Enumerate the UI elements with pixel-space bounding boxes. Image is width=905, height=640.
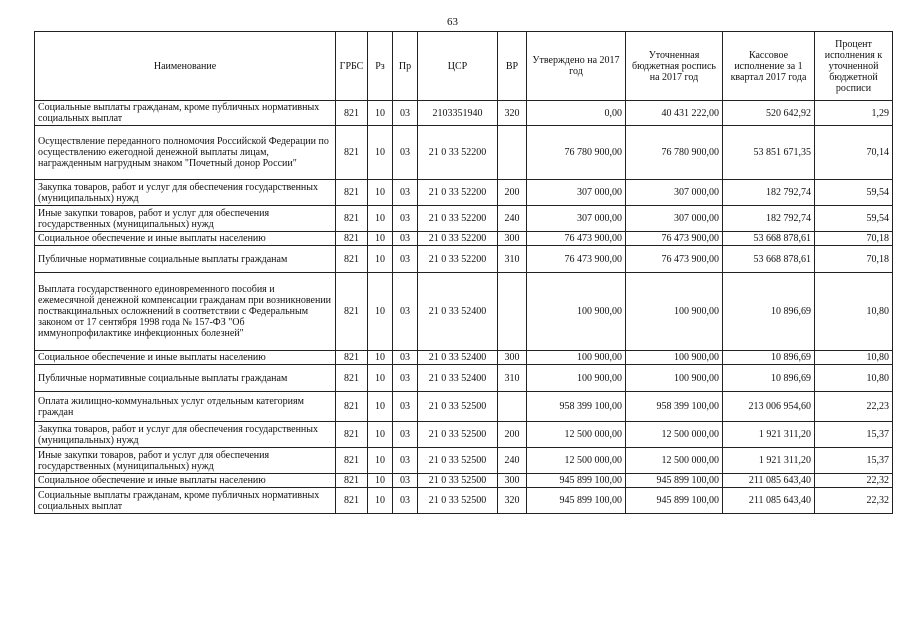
table-row (35, 246, 893, 273)
cell-vr: 300 (498, 351, 527, 365)
cell-csr: 21 0 33 52200 (418, 126, 498, 180)
cell-vr: 320 (498, 101, 527, 126)
cell-grbs: 821 (336, 206, 368, 232)
cell-name: Закупка товаров, работ и услуг для обеспечения государственных (муниципальных) нужд (35, 180, 336, 206)
cell-specified: 76 473 900,00 (626, 232, 723, 246)
cell-cash-execution: 520 642,92 (723, 101, 815, 126)
table-row (35, 448, 893, 474)
cell-name: Осуществление переданного полномочия Российской Федерации по осуществлению ежегодной денежной выплаты лицам, награжденным нагрудным знаком "Почетный донор России" (35, 126, 336, 180)
table-row (35, 365, 893, 392)
cell-pr: 03 (393, 488, 418, 514)
cell-cash-execution: 182 792,74 (723, 180, 815, 206)
cell-specified: 76 780 900,00 (626, 126, 723, 180)
cell-pr: 03 (393, 246, 418, 273)
cell-grbs: 821 (336, 448, 368, 474)
cell-cash-execution: 53 668 878,61 (723, 246, 815, 273)
cell-grbs: 821 (336, 126, 368, 180)
cell-vr: 300 (498, 232, 527, 246)
cell-approved: 307 000,00 (527, 180, 626, 206)
cell-percent: 22,32 (815, 474, 893, 488)
cell-grbs: 821 (336, 246, 368, 273)
cell-specified: 307 000,00 (626, 206, 723, 232)
cell-specified: 100 900,00 (626, 365, 723, 392)
cell-percent: 22,23 (815, 392, 893, 422)
cell-cash-execution: 211 085 643,40 (723, 488, 815, 514)
cell-csr: 21 0 33 52400 (418, 273, 498, 351)
cell-grbs: 821 (336, 180, 368, 206)
cell-specified: 12 500 000,00 (626, 448, 723, 474)
cell-percent: 70,18 (815, 232, 893, 246)
cell-cash-execution: 211 085 643,40 (723, 474, 815, 488)
table-row (35, 392, 893, 422)
cell-percent: 59,54 (815, 206, 893, 232)
cell-pr: 03 (393, 101, 418, 126)
cell-csr: 21 0 33 52400 (418, 351, 498, 365)
cell-rz: 10 (368, 273, 393, 351)
budget-execution-table (34, 31, 893, 514)
cell-percent: 70,14 (815, 126, 893, 180)
table-row (35, 180, 893, 206)
cell-vr: 200 (498, 422, 527, 448)
table-row (35, 422, 893, 448)
cell-name: Выплата государственного единовременного пособия и ежемесячной денежной компенсации гражданам при возникновении поствакцинальных осложнений в соответствии с Федеральным законом от 17 сентября 1998 года № 157-ФЗ "Об иммунопрофилактике инфекционных болезней" (35, 273, 336, 351)
cell-pr: 03 (393, 351, 418, 365)
cell-rz: 10 (368, 474, 393, 488)
cell-name: Публичные нормативные социальные выплаты гражданам (35, 246, 336, 273)
cell-vr: 300 (498, 474, 527, 488)
cell-rz: 10 (368, 101, 393, 126)
cell-pr: 03 (393, 422, 418, 448)
cell-grbs: 821 (336, 351, 368, 365)
table-row (35, 126, 893, 180)
cell-specified: 100 900,00 (626, 351, 723, 365)
header-pr: Пр (393, 32, 418, 101)
cell-percent: 15,37 (815, 448, 893, 474)
cell-grbs: 821 (336, 474, 368, 488)
cell-csr: 21 0 33 52500 (418, 474, 498, 488)
cell-csr: 21 0 33 52200 (418, 246, 498, 273)
cell-vr: 240 (498, 448, 527, 474)
cell-grbs: 821 (336, 488, 368, 514)
cell-percent: 1,29 (815, 101, 893, 126)
cell-csr: 21 0 33 52500 (418, 422, 498, 448)
cell-specified: 945 899 100,00 (626, 488, 723, 514)
cell-vr (498, 392, 527, 422)
header-rz: Рз (368, 32, 393, 101)
cell-grbs: 821 (336, 365, 368, 392)
cell-cash-execution: 10 896,69 (723, 365, 815, 392)
cell-percent: 10,80 (815, 351, 893, 365)
cell-rz: 10 (368, 351, 393, 365)
cell-rz: 10 (368, 422, 393, 448)
cell-rz: 10 (368, 180, 393, 206)
table-header-row (35, 32, 893, 101)
cell-vr: 240 (498, 206, 527, 232)
cell-approved: 76 780 900,00 (527, 126, 626, 180)
cell-approved: 958 399 100,00 (527, 392, 626, 422)
cell-rz: 10 (368, 488, 393, 514)
header-percent: Процент исполнения к уточненной бюджетной росписи (815, 32, 893, 101)
cell-csr: 21 0 33 52200 (418, 206, 498, 232)
cell-cash-execution: 10 896,69 (723, 351, 815, 365)
cell-percent: 70,18 (815, 246, 893, 273)
cell-name: Социальное обеспечение и иные выплаты населению (35, 474, 336, 488)
cell-name: Оплата жилищно-коммунальных услуг отдельным категориям граждан (35, 392, 336, 422)
cell-percent: 10,80 (815, 365, 893, 392)
cell-vr: 200 (498, 180, 527, 206)
cell-csr: 21 0 33 52200 (418, 180, 498, 206)
cell-cash-execution: 1 921 311,20 (723, 422, 815, 448)
cell-grbs: 821 (336, 101, 368, 126)
table-row (35, 273, 893, 351)
cell-pr: 03 (393, 206, 418, 232)
cell-specified: 40 431 222,00 (626, 101, 723, 126)
cell-rz: 10 (368, 126, 393, 180)
cell-specified: 12 500 000,00 (626, 422, 723, 448)
cell-grbs: 821 (336, 392, 368, 422)
cell-vr (498, 273, 527, 351)
cell-approved: 76 473 900,00 (527, 246, 626, 273)
cell-pr: 03 (393, 126, 418, 180)
cell-csr: 2103351940 (418, 101, 498, 126)
header-approved: Утверждено на 2017 год (527, 32, 626, 101)
cell-specified: 945 899 100,00 (626, 474, 723, 488)
cell-csr: 21 0 33 52400 (418, 365, 498, 392)
cell-approved: 76 473 900,00 (527, 232, 626, 246)
cell-cash-execution: 53 851 671,35 (723, 126, 815, 180)
cell-name: Социальные выплаты гражданам, кроме публичных нормативных социальных выплат (35, 488, 336, 514)
cell-approved: 12 500 000,00 (527, 448, 626, 474)
table-row (35, 232, 893, 246)
table-row (35, 206, 893, 232)
cell-cash-execution: 53 668 878,61 (723, 232, 815, 246)
cell-name: Иные закупки товаров, работ и услуг для обеспечения государственных (муниципальных) нужд (35, 448, 336, 474)
cell-rz: 10 (368, 392, 393, 422)
header-csr: ЦСР (418, 32, 498, 101)
cell-cash-execution: 1 921 311,20 (723, 448, 815, 474)
cell-approved: 945 899 100,00 (527, 474, 626, 488)
cell-approved: 100 900,00 (527, 273, 626, 351)
cell-vr (498, 126, 527, 180)
cell-approved: 100 900,00 (527, 365, 626, 392)
header-vr: ВР (498, 32, 527, 101)
cell-specified: 100 900,00 (626, 273, 723, 351)
cell-pr: 03 (393, 392, 418, 422)
cell-approved: 12 500 000,00 (527, 422, 626, 448)
cell-vr: 320 (498, 488, 527, 514)
cell-pr: 03 (393, 232, 418, 246)
page-number: 63 (447, 16, 458, 28)
table-row (35, 488, 893, 514)
cell-specified: 76 473 900,00 (626, 246, 723, 273)
cell-percent: 59,54 (815, 180, 893, 206)
cell-rz: 10 (368, 206, 393, 232)
cell-approved: 945 899 100,00 (527, 488, 626, 514)
header-specified: Уточненная бюджетная роспись на 2017 год (626, 32, 723, 101)
cell-grbs: 821 (336, 422, 368, 448)
cell-vr: 310 (498, 365, 527, 392)
cell-rz: 10 (368, 365, 393, 392)
cell-csr: 21 0 33 52500 (418, 448, 498, 474)
cell-approved: 0,00 (527, 101, 626, 126)
cell-pr: 03 (393, 448, 418, 474)
cell-name: Публичные нормативные социальные выплаты гражданам (35, 365, 336, 392)
cell-name: Социальное обеспечение и иные выплаты населению (35, 351, 336, 365)
cell-pr: 03 (393, 273, 418, 351)
cell-specified: 307 000,00 (626, 180, 723, 206)
cell-csr: 21 0 33 52200 (418, 232, 498, 246)
cell-grbs: 821 (336, 232, 368, 246)
cell-cash-execution: 182 792,74 (723, 206, 815, 232)
cell-name: Иные закупки товаров, работ и услуг для обеспечения государственных (муниципальных) нужд (35, 206, 336, 232)
cell-name: Социальное обеспечение и иные выплаты населению (35, 232, 336, 246)
cell-vr: 310 (498, 246, 527, 273)
cell-pr: 03 (393, 180, 418, 206)
header-cash-execution: Кассовое исполнение за 1 квартал 2017 года (723, 32, 815, 101)
cell-approved: 307 000,00 (527, 206, 626, 232)
table-row (35, 474, 893, 488)
cell-pr: 03 (393, 365, 418, 392)
cell-grbs: 821 (336, 273, 368, 351)
cell-csr: 21 0 33 52500 (418, 488, 498, 514)
cell-approved: 100 900,00 (527, 351, 626, 365)
header-grbs: ГРБС (336, 32, 368, 101)
cell-csr: 21 0 33 52500 (418, 392, 498, 422)
cell-percent: 10,80 (815, 273, 893, 351)
header-name: Наименование (35, 32, 336, 101)
cell-percent: 22,32 (815, 488, 893, 514)
cell-name: Закупка товаров, работ и услуг для обеспечения государственных (муниципальных) нужд (35, 422, 336, 448)
cell-rz: 10 (368, 232, 393, 246)
cell-rz: 10 (368, 448, 393, 474)
cell-cash-execution: 213 006 954,60 (723, 392, 815, 422)
table-row (35, 101, 893, 126)
cell-pr: 03 (393, 474, 418, 488)
table-row (35, 351, 893, 365)
cell-percent: 15,37 (815, 422, 893, 448)
cell-rz: 10 (368, 246, 393, 273)
cell-specified: 958 399 100,00 (626, 392, 723, 422)
cell-cash-execution: 10 896,69 (723, 273, 815, 351)
cell-name: Социальные выплаты гражданам, кроме публичных нормативных социальных выплат (35, 101, 336, 126)
